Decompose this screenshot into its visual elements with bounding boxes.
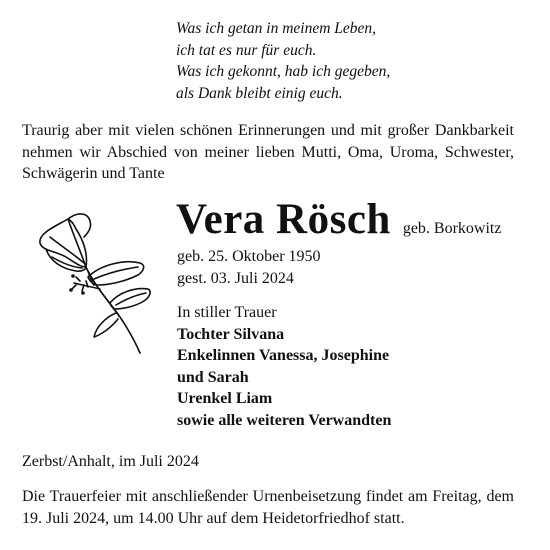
poem-line: ich tat es nur für euch. (176, 41, 317, 59)
intro-text: Traurig aber mit vielen schönen Erinnerungen und mit großer Dankbarkeit nehmen wir Abschied von meiner lieben Mutti, Oma, Uroma, Schwester, Schwägerin und Tante (22, 122, 514, 182)
funeral-notice: Die Trauerfeier mit anschließender Urnenbeisetzung findet am Freitag, dem 19. Juli 2024, um 14.00 Uhr auf dem Heidetorfriedhof statt. (22, 488, 514, 527)
poem-line: Was ich getan in meinem Leben, (176, 20, 377, 37)
death-date: gest. 03. Juli 2024 (177, 270, 294, 287)
poem (176, 18, 390, 104)
mourner-line: und Sarah (177, 368, 249, 386)
deceased-name: Vera Rösch (176, 196, 391, 243)
maiden-name: geb. Borkowitz (402, 220, 502, 237)
poem-line: Was ich gekonnt, hab ich gegeben, (176, 63, 391, 80)
place-date: Zerbst/Anhalt, im Juli 2024 (22, 453, 199, 470)
mourner-line: Urenkel Liam (177, 390, 273, 407)
mourners-block (177, 302, 391, 431)
deceased-name-line (176, 196, 501, 244)
mourner-line: Tochter Silvana (177, 325, 285, 343)
birth-date: geb. 25. Oktober 1950 (177, 248, 321, 265)
mourner-line: Enkelinnen Vanessa, Josephine (177, 347, 390, 364)
poem-line: als Dank bleibt einig euch. (176, 84, 343, 102)
mourner-line: sowie alle weiteren Verwandten (177, 411, 392, 429)
calla-lily-icon (28, 205, 158, 365)
life-dates (177, 246, 321, 290)
mourning-heading: In stiller Trauer (177, 304, 277, 321)
